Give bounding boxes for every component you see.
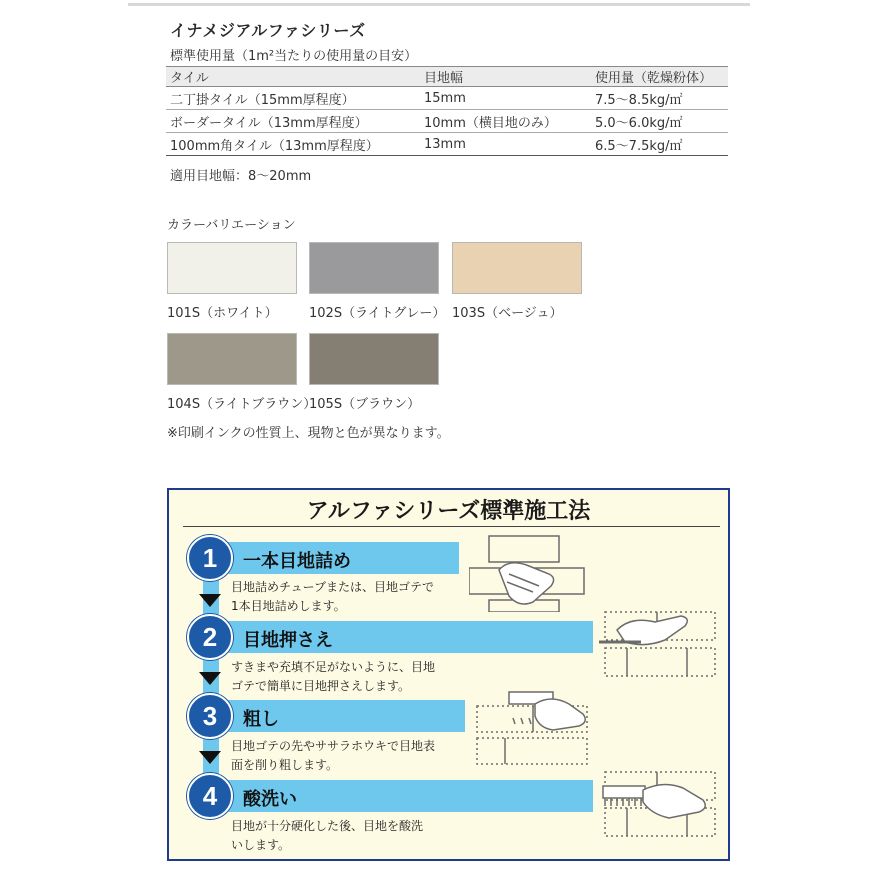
- step-arrow-icon: [199, 594, 221, 607]
- panel-title: アルファシリーズ標準施工法: [306, 499, 591, 524]
- step-1-number: 1: [187, 535, 233, 581]
- color-swatch-102s: [309, 242, 439, 294]
- table-cell: 5.0～6.0kg/㎡: [591, 110, 728, 133]
- step-3-title: 粗し: [243, 709, 279, 730]
- color-label-101s: 101S（ホワイト）: [167, 306, 278, 321]
- table-row: [166, 87, 728, 110]
- table-header-row: [166, 67, 728, 87]
- table-cell: 二丁掛タイル（15mm厚程度）: [166, 87, 420, 110]
- step-4-desc: [231, 817, 461, 855]
- step-2-number: 2: [187, 614, 233, 660]
- column-header-usage: 使用量（乾燥粉体）: [591, 67, 728, 87]
- step-3-number: 3: [187, 693, 233, 739]
- joint-width-note: 適用目地幅：8～20mm: [170, 169, 312, 184]
- page-title: イナメジアルファシリーズ: [170, 21, 366, 40]
- table-cell: ボーダータイル（13mm厚程度）: [166, 110, 420, 133]
- color-swatch-103s: [452, 242, 582, 294]
- color-variation-heading: カラーバリエーション: [167, 218, 296, 233]
- table-cell: 100mm角タイル（13mm厚程度）: [166, 133, 420, 156]
- joint-filling-illustration: [469, 530, 589, 612]
- step-arrow-icon: [199, 751, 221, 764]
- acid-washing-illustration: [597, 766, 723, 856]
- color-swatch-104s: [167, 333, 297, 385]
- step-2-desc: [231, 658, 461, 696]
- table-cell: 6.5～7.5kg/㎡: [591, 133, 728, 156]
- step-4-desc-line1: 目地が十分硬化した後、目地を酸洗: [231, 819, 424, 833]
- roughening-illustration: [469, 688, 595, 768]
- table-cell: 10mm（横目地のみ）: [420, 110, 591, 133]
- color-label-103s: 103S（ベージュ）: [452, 306, 563, 321]
- step-4-desc-line2: いします。: [231, 838, 291, 852]
- table-cell: 7.5～8.5kg/㎡: [591, 87, 728, 110]
- step-4-title: 酸洗い: [243, 789, 297, 810]
- step-3-desc: [231, 737, 461, 775]
- step-3-bar: [193, 700, 465, 732]
- step-2-desc-line1: すきまや充填不足がないように、目地: [231, 660, 436, 674]
- table-row: [166, 133, 728, 156]
- step-3-desc-line1: 目地ゴテの先やササラホウキで目地表: [231, 739, 436, 753]
- step-1-desc-line1: 目地詰めチューブまたは、目地ゴテで: [231, 580, 435, 594]
- color-label-104s: 104S（ライトブラウン）: [167, 397, 317, 412]
- step-arrow-icon: [199, 672, 221, 685]
- table-row: [166, 110, 728, 133]
- column-header-joint: 目地幅: [420, 67, 591, 87]
- step-2-desc-line2: ゴテで簡単に目地押さえします。: [231, 679, 411, 693]
- color-swatch-101s: [167, 242, 297, 294]
- print-color-note: ※印刷インクの性質上、現物と色が異なります。: [167, 426, 450, 441]
- usage-subtitle: 標準使用量（1m²当たりの使用量の目安）: [170, 49, 418, 64]
- step-1-desc: [231, 578, 461, 616]
- joint-pressing-illustration: [597, 602, 723, 692]
- column-header-tile: タイル: [166, 67, 420, 87]
- step-3-desc-line2: 面を削り粗します。: [231, 758, 339, 772]
- step-2-title: 目地押さえ: [243, 630, 333, 651]
- top-divider: [128, 3, 750, 6]
- table-cell: 15mm: [420, 87, 591, 110]
- step-4-number: 4: [187, 773, 233, 819]
- color-label-105s: 105S（ブラウン）: [309, 397, 421, 412]
- step-1-desc-line2: 1本目地詰めします。: [231, 599, 346, 613]
- table-cell: 13mm: [420, 133, 591, 156]
- construction-method-panel: [167, 488, 730, 861]
- color-swatch-105s: [309, 333, 439, 385]
- color-label-102s: 102S（ライトグレー）: [309, 306, 446, 321]
- usage-table: [166, 66, 728, 156]
- step-1-title: 一本目地詰め: [243, 551, 351, 572]
- panel-divider: [183, 526, 720, 527]
